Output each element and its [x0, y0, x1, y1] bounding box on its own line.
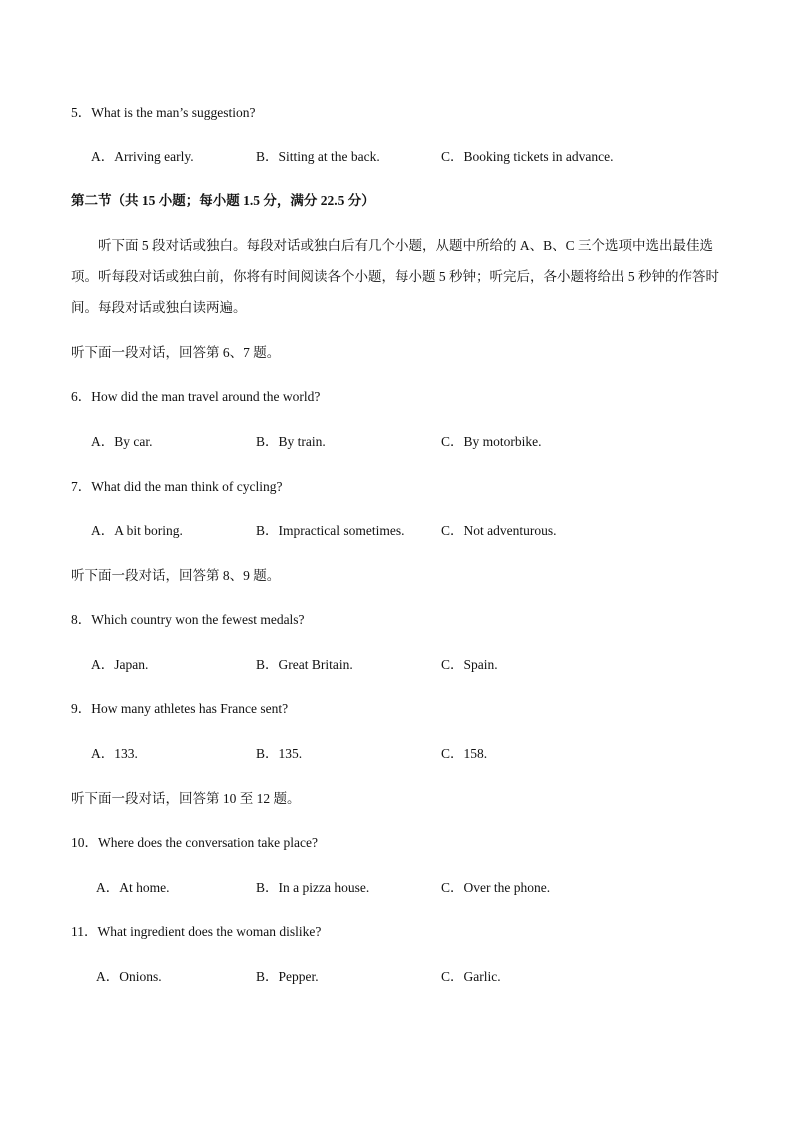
q9-option-c: C．158.	[441, 746, 488, 761]
q7-option-a: A．A bit boring.	[91, 523, 183, 538]
question-7: 7．What did the man think of cycling?	[71, 479, 283, 494]
q10-option-a: A．At home.	[96, 880, 170, 895]
q8-option-c: C．Spain.	[441, 657, 498, 672]
q8-option-b: B．Great Britain.	[256, 657, 353, 672]
q11-option-a: A．Onions.	[96, 969, 162, 984]
q9-option-a: A．133.	[91, 746, 138, 761]
question-8: 8．Which country won the fewest medals?	[71, 612, 305, 627]
q6-option-b: B．By train.	[256, 434, 326, 449]
q5-option-c: C．Booking tickets in advance.	[441, 149, 614, 164]
question-10: 10．Where does the conversation take place?	[71, 835, 319, 850]
question-9: 9．How many athletes has France sent?	[71, 701, 289, 716]
q10-option-b: B．In a pizza house.	[256, 880, 370, 895]
dialog-note-10-12: 听下面一段对话，回答第 10 至 12 题。	[71, 791, 301, 806]
dialog-note-6-7: 听下面一段对话，回答第 6、7 题。	[71, 345, 281, 360]
q9-option-b: B．135.	[256, 746, 303, 761]
question-6: 6．How did the man travel around the world?	[71, 389, 321, 404]
q7-option-b: B．Impractical sometimes.	[256, 523, 405, 538]
dialog-note-8-9: 听下面一段对话，回答第 8、9 题。	[71, 568, 281, 583]
q5-option-b: B．Sitting at the back.	[256, 149, 380, 164]
q11-option-b: B．Pepper.	[256, 969, 319, 984]
question-5: 5．What is the man’s suggestion?	[71, 105, 256, 120]
question-11: 11．What ingredient does the woman dislike?	[71, 924, 322, 939]
q6-option-a: A．By car.	[91, 434, 153, 449]
q5-option-a: A．Arriving early.	[91, 149, 194, 164]
section-2-heading: 第二节（共 15 小题；每小题 1.5 分，满分 22.5 分）	[71, 193, 375, 208]
q7-option-c: C．Not adventurous.	[441, 523, 557, 538]
q8-option-a: A．Japan.	[91, 657, 149, 672]
q10-option-c: C．Over the phone.	[441, 880, 551, 895]
q6-option-c: C．By motorbike.	[441, 434, 542, 449]
section-2-instructions: 听下面 5 段对话或独白。每段对话或独白后有几个小题，从题中所给的 A、B、C 三个选项中选出最佳选项。听每段对话或独白前，你将有时间阅读各个小题，每小题 5 秒钟；听完后，各小题将给出 5 秒钟的作答时间。每段对话或独白读两遍。	[71, 238, 719, 315]
q11-option-c: C．Garlic.	[441, 969, 501, 984]
